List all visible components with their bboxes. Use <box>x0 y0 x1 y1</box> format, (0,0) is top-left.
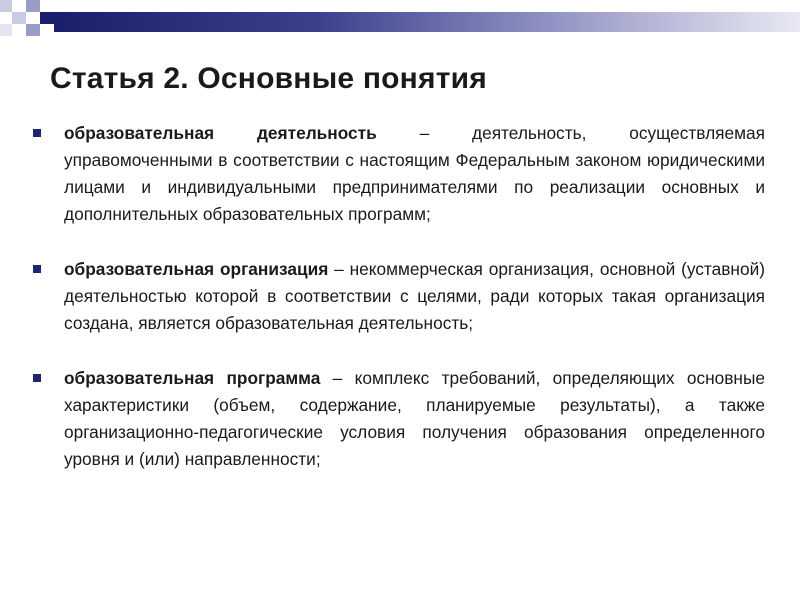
page-title: Статья 2. Основные понятия <box>50 62 487 95</box>
decor-square <box>26 24 40 36</box>
definition-text <box>64 365 765 473</box>
decor-square <box>40 12 54 24</box>
list-item <box>30 120 765 228</box>
bullet-square-icon <box>33 129 41 137</box>
decor-square <box>12 0 26 12</box>
decor-square <box>0 0 12 12</box>
header-decoration <box>0 0 800 40</box>
header-gradient-bar <box>54 12 800 32</box>
decor-square <box>26 12 40 24</box>
decor-square <box>26 0 40 12</box>
decor-square <box>12 12 26 24</box>
definition-term: образовательная организация <box>64 259 329 279</box>
definition-text <box>64 120 765 228</box>
bullet-square-icon <box>33 265 41 273</box>
list-item <box>30 365 765 473</box>
definition-body: – комплекс требований, определяющих основные характеристики (объем, содержание, планируемые результаты), а также организационно-педагогические условия получения образования определенного уровня и (или) направленности; <box>64 368 765 469</box>
definition-text <box>64 256 765 337</box>
definition-body: – некоммерческая организация, основной (уставной) деятельностью которой в соответствии с целями, ради которых такая организация создана, является образовательная деятельность; <box>64 259 765 333</box>
definition-term: образовательная деятельность <box>64 123 377 143</box>
definitions-list <box>30 120 765 473</box>
list-item <box>30 256 765 337</box>
bullet-square-icon <box>33 374 41 382</box>
definition-body: – деятельность, осуществляемая управомоченными в соответствии с настоящим Федеральным законом юридическими лицами и индивидуальными предпринимателями по реализации основных и дополнительных образовательных программ; <box>64 123 765 224</box>
decor-square <box>0 24 12 36</box>
definition-term: образовательная программа <box>64 368 321 388</box>
